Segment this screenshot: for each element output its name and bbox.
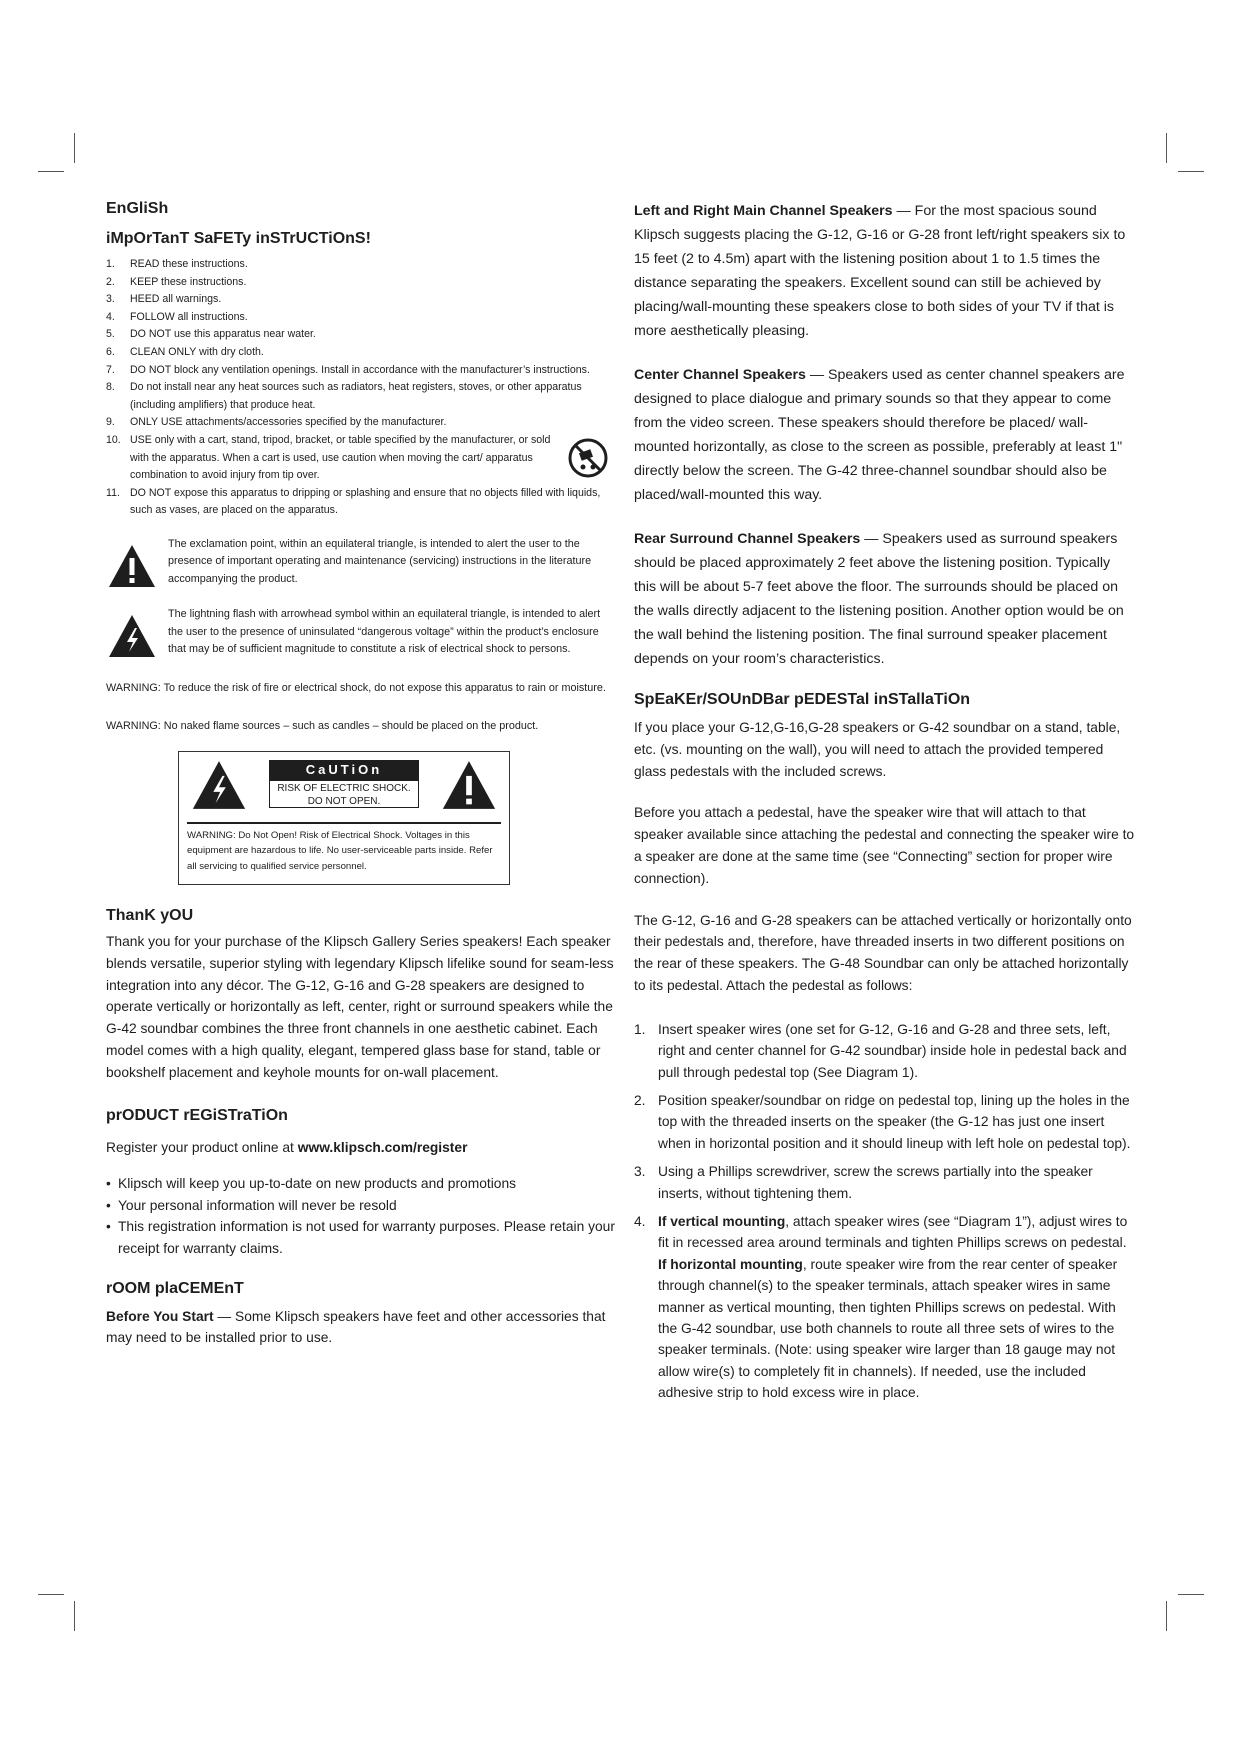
caution-title: CaUTiOn [269, 760, 419, 780]
safety-item-text: Do not install near any heat sources such as radiators, heat registers, stoves, or other apparatus (including amplifiers) that produce heat. [130, 381, 582, 411]
before-you-start-body: — Some Klipsch speakers have feet and other accessories that may need to be installed prior to use. [106, 1308, 606, 1346]
crop-mark [74, 1601, 75, 1631]
registration-bullet: • This registration information is not used for warranty purposes. Please retain your receipt for warranty claims. [106, 1216, 618, 1259]
safety-item-text: ONLY USE attachments/accessories specified by the manufacturer. [130, 416, 447, 429]
pedestal-before: Before you attach a pedestal, have the speaker wire that will attach to that speaker available since attaching the pedestal and connecting the speaker wire to a speaker are done at the same time (see “Connecting” section for proper wire connection). [634, 805, 1135, 886]
lr-speakers-label: Left and Right Main Channel Speakers [634, 203, 893, 219]
vertical-mounting-text: , attach speaker wires (see “Diagram 1”), adjust wires to fit in recessed area around terminals and tighten Phillips screws on pedestal. [658, 1214, 1128, 1251]
thank-you-heading: ThanK yOU [106, 906, 194, 924]
safety-item-text: FOLLOW all instructions. [130, 310, 248, 323]
step-number: 4. [634, 1214, 646, 1230]
safety-item [106, 309, 618, 327]
pedestal-heading: SpEaKEr/SOUnDBar pEDESTal inSTallaTiOn [634, 691, 971, 708]
lightning-triangle-icon [191, 760, 247, 810]
safety-item-number: 4. [106, 310, 115, 323]
safety-item-number: 11. [106, 486, 120, 499]
pedestal-steps [634, 1019, 1136, 1204]
exclamation-notice [106, 536, 618, 589]
safety-list [106, 256, 618, 520]
crop-mark [38, 1594, 64, 1595]
horizontal-mounting-label: If horizontal mounting [658, 1256, 803, 1272]
safety-item-text: USE only with a cart, stand, tripod, bracket, or table specified by the manufacturer, or sold with the apparatus. When a cart is used, use caution when moving the cart/ apparatus combination to avoid injury from tip over. [130, 433, 551, 482]
safety-item [106, 414, 618, 432]
step-number: 2. [634, 1092, 646, 1108]
crop-mark [74, 133, 75, 163]
lightning-text: The lightning flash with arrowhead symbol within an equilateral triangle, is intended to alert the user to the presence of uninsulated “dangerous voltage” within the product’s enclosure that may be of sufficient magnitude to constitute a risk of electrical shock to persons. [168, 608, 601, 656]
crop-mark [1166, 133, 1167, 163]
center-speakers-body: — Speakers used as center channel speakers are designed to place dialogue and primary sounds so that they appear to come from the video screen. These speakers should therefore be placed/ wall-mounted horizontally, as close to the screen as possible, preferably at least 1" directly below the screen. The G-42 three-channel soundbar should also be placed/wall-mounted this way. [634, 367, 1125, 503]
pedestal-orientation: The G-12, G-16 and G-28 speakers can be attached vertically or horizontally onto their pedestals and, therefore, have threaded inserts in two different positions on the rear of these speakers. The G-48 Soundbar can only be attached horizontally to its pedestal. Attach the pedestal as follows: [634, 912, 1132, 993]
safety-item-text: READ these instructions. [130, 258, 248, 270]
left-column [106, 198, 618, 1349]
registration-intro [106, 1137, 618, 1159]
caution-label [178, 751, 510, 885]
language-heading: EnGliSh [106, 200, 169, 217]
caution-subtitle-line1: RISK OF ELECTRIC SHOCK. [277, 782, 411, 794]
registration-link[interactable]: www.klipsch.com/register [297, 1140, 468, 1156]
safety-item-number: 6. [106, 345, 115, 358]
registration-bullets [106, 1173, 618, 1259]
step-text: Insert speaker wires (one set for G-12, G-16 and G-28 and three sets, left, right and center channel for G-42 soundbar) inside hole in pedestal back and pull through pedestal top (See Diagram 1). [658, 1021, 1127, 1080]
room-placement-heading: rOOM plaCEMEnT [106, 1279, 244, 1297]
safety-item-number: 2. [106, 275, 115, 288]
safety-item [106, 256, 618, 274]
lr-speakers-text [634, 199, 1136, 343]
warning-flame: WARNING: No naked flame sources – such as candles – should be placed on the product. [106, 719, 539, 732]
safety-item-text: DO NOT use this apparatus near water. [130, 328, 316, 341]
step-text: Using a Phillips screwdriver, screw the screws partially into the speaker inserts, without tightening them. [658, 1164, 1093, 1201]
caution-subtitle [269, 780, 419, 808]
exclamation-triangle-icon [441, 760, 497, 810]
registration-bullet: • Your personal information will never be resold [106, 1195, 618, 1217]
safety-item-number: 7. [106, 363, 115, 376]
safety-item [106, 274, 618, 292]
crop-mark [1178, 171, 1204, 172]
caution-divider [187, 822, 501, 824]
cart-tipover-icon [568, 438, 608, 478]
safety-item [106, 379, 618, 414]
safety-item [106, 432, 618, 485]
lightning-notice [106, 606, 618, 659]
warning-rain: WARNING: To reduce the risk of fire or electrical shock, do not expose this apparatus to rain or moisture. [106, 681, 606, 694]
registration-intro-text: Register your product online at [106, 1140, 298, 1156]
safety-item-text: CLEAN ONLY with dry cloth. [130, 345, 264, 358]
horizontal-mounting-text: , route speaker wire from the rear center of speaker through channel(s) to the speaker terminals, attach speaker wires in same manner as vertical mounting, then tighten Phillips screws on pedestal. With the G-42 soundbar, use both channels to route all three sets of wires to the speaker terminals. (Note: using speaker wire larger than 18 gauge may not allow wire(s) to completely fit in channels). If needed, use the included adhesive strip to hold excess wire in place. [658, 1256, 1118, 1401]
safety-item-number: 10. [106, 433, 121, 446]
step-text: Position speaker/soundbar on ridge on pedestal top, lining up the holes in the top with the threaded inserts on the speaker (the G-12 has just one insert when in horizontal position and it should lineup with left hole on pedestal top). [658, 1092, 1131, 1151]
safety-heading: iMpOrTanT SaFETy inSTrUCTiOnS! [106, 230, 371, 247]
pedestal-step [634, 1019, 1136, 1083]
registration-bullet: • Klipsch will keep you up-to-date on new products and promotions [106, 1173, 618, 1195]
before-you-start-label: Before You Start [106, 1308, 214, 1324]
safety-item-text: HEED all warnings. [130, 293, 222, 306]
crop-mark [1178, 1594, 1204, 1595]
pedestal-step-4-list [634, 1211, 1136, 1404]
rear-speakers-label: Rear Surround Channel Speakers [634, 531, 861, 547]
step-number: 1. [634, 1021, 646, 1037]
safety-item [106, 344, 618, 362]
center-speakers-label: Center Channel Speakers [634, 367, 806, 383]
safety-item-number: 8. [106, 381, 115, 394]
lr-speakers-body: — For the most spacious sound Klipsch suggests placing the G-12, G-16 or G-28 front left/right speakers six to 15 feet (2 to 4.5m) apart with the listening position about 1 to 1.5 times the distance separating the speakers. Excellent sound can still be achieved by placing/wall-mounting these speakers close to both sides of your TV if that is more aesthetically pleasing. [634, 203, 1126, 339]
registration-heading: prODUCT rEGiSTraTiOn [106, 1107, 288, 1125]
safety-item-number: 9. [106, 416, 115, 429]
safety-item-number: 1. [106, 258, 115, 270]
lightning-triangle-icon [108, 614, 156, 658]
center-speakers-text [634, 363, 1136, 507]
crop-mark [38, 171, 64, 172]
pedestal-intro: If you place your G-12,G-16,G-28 speakers or G-42 soundbar on a stand, table, etc. (vs. mounting on the wall), you will need to attach the provided tempered glass pedestals with the included screws. [634, 720, 1121, 779]
safety-item-text: DO NOT block any ventilation openings. Install in accordance with the manufacturer’s instructions. [130, 363, 590, 376]
pedestal-step-4 [634, 1211, 1136, 1404]
before-you-start-text [106, 1306, 618, 1350]
vertical-mounting-label: If vertical mounting [658, 1214, 786, 1230]
safety-item [106, 326, 618, 344]
pedestal-step [634, 1090, 1136, 1154]
right-column [634, 199, 1136, 1411]
step-number: 3. [634, 1164, 646, 1180]
crop-mark [1166, 1601, 1167, 1631]
safety-item-text: KEEP these instructions. [130, 275, 247, 288]
pedestal-step [634, 1161, 1136, 1204]
safety-item [106, 485, 618, 520]
safety-item-number: 3. [106, 293, 115, 306]
safety-item [106, 362, 618, 380]
rear-speakers-body: — Speakers used as surround speakers should be placed approximately 2 feet above the listening position. Typically this will be about 5-7 feet above the floor. The surrounds should be placed on the walls directly adjacent to the listening position. Another option would be on the wall behind the listening position. The final surround speaker placement depends on your room’s characteristics. [634, 531, 1124, 667]
exclamation-triangle-icon [108, 544, 156, 588]
rear-speakers-text [634, 527, 1136, 671]
thank-you-text: Thank you for your purchase of the Klipsch Gallery Series speakers! Each speaker blends versatile, superior styling with legendary Klipsch lifelike sound for seam-less integration into any décor. The G-12, G-16 and G-28 speakers are designed to operate vertically or horizontally as left, center, right or surround speakers while the G-42 soundbar combines the three front channels in one aesthetic cabinet. Each model comes with a high quality, elegant, tempered glass base for stand, table or bookshelf placement and keyhole mounts for on-wall placement. [106, 933, 614, 1080]
safety-item-number: 5. [106, 328, 115, 341]
caution-subtitle-line2: DO NOT OPEN. [307, 795, 381, 807]
caution-text: WARNING: Do Not Open! Risk of Electrical Shock. Voltages in this equipment are hazardous to life. No user-serviceable parts inside. Refer all servicing to qualified service personnel. [187, 829, 493, 872]
safety-item-text: DO NOT expose this apparatus to dripping or splashing and ensure that no objects filled with liquids, such as vases, are placed on the apparatus. [130, 486, 601, 517]
safety-item [106, 291, 618, 309]
exclamation-text: The exclamation point, within an equilateral triangle, is intended to alert the user to the presence of important operating and maintenance (servicing) instructions in the literature accompanying the product. [168, 537, 592, 585]
